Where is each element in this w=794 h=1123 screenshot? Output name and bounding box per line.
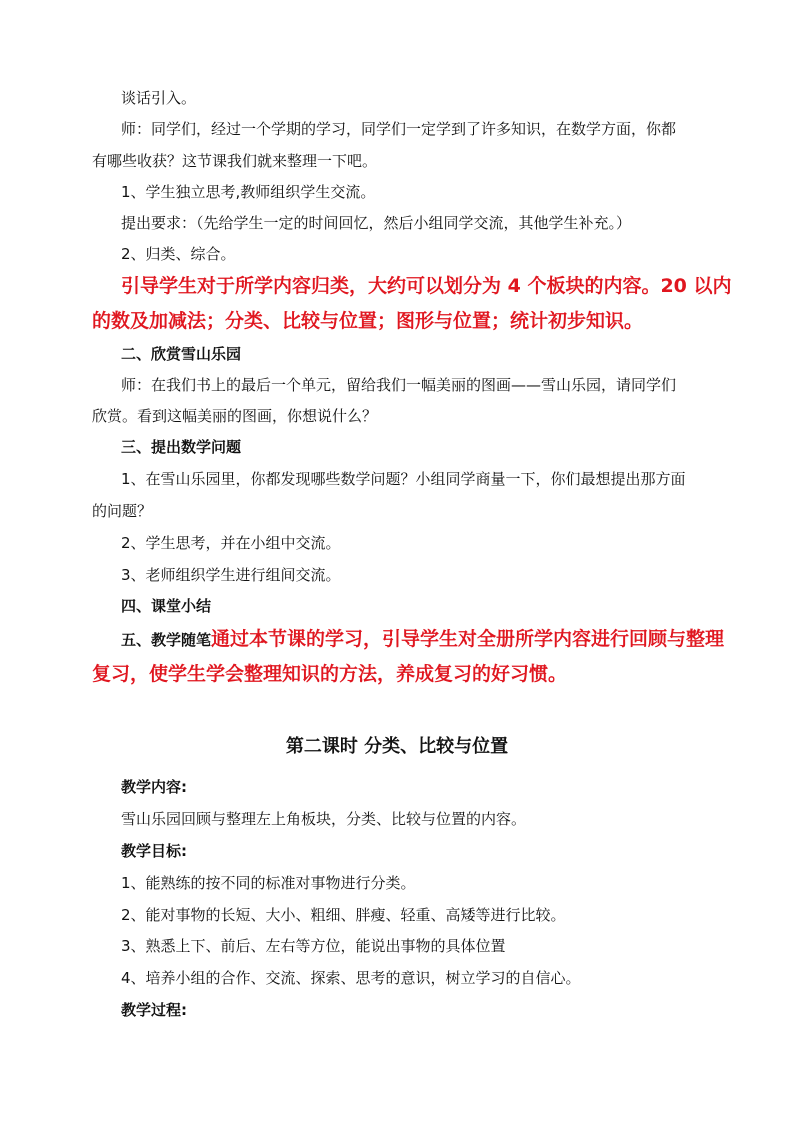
section-5-heading: 五、教学随笔 (121, 631, 212, 649)
teacher-speech-line1: 师：同学们，经过一个学期的学习，同学们一定学到了许多知识，在数学方面，你都 (121, 120, 677, 138)
teaching-content-text: 雪山乐园回顾与整理左上角板块，分类、比较与位置的内容。 (121, 810, 527, 828)
reflection-highlight-line1: 通过本节课的学习，引导学生对全册所学内容进行回顾与整理 (211, 628, 725, 650)
step-2-text: 2、归类、综合。 (121, 245, 236, 263)
step-1-text: 1、学生独立思考,教师组织学生交流。 (121, 183, 376, 201)
reflection-highlight-line2: 复习，使学生学会整理知识的方法，养成复习的好习惯。 (92, 663, 568, 685)
classification-highlight-line1: 引导学生对于所学内容归类，大约可以划分为 4 个板块的内容。20 以内 (121, 275, 732, 297)
lesson-2-title: 第二课时 分类、比较与位置 (285, 736, 509, 757)
teaching-content-label: 教学内容: (121, 778, 187, 796)
classification-highlight-line2: 的数及加减法；分类、比较与位置；图形与位置；统计初步知识。 (92, 310, 644, 332)
teacher-speech-2-line1: 师：在我们书上的最后一个单元，留给我们一幅美丽的图画——雪山乐园，请同学们 (121, 376, 677, 394)
section-3-item-1-line2: 的问题？ (92, 502, 153, 520)
teaching-goals-label: 教学目标: (121, 842, 187, 860)
goal-1: 1、能熟练的按不同的标准对事物进行分类。 (121, 874, 416, 892)
section-2-heading: 二、欣赏雪山乐园 (121, 345, 242, 363)
teacher-speech-2-line2: 欣赏。看到这幅美丽的图画，你想说什么？ (92, 407, 378, 425)
section-3-item-1-line1: 1、在雪山乐园里，你都发现哪些数学问题？小组同学商量一下，你们最想提出那方面 (121, 470, 686, 488)
goal-4: 4、培养小组的合作、交流、探索、思考的意识，树立学习的自信心。 (121, 969, 581, 987)
intro-text: 谈话引入。 (121, 89, 197, 107)
section-5-line1 (121, 626, 724, 653)
requirement-text: 提出要求：（先给学生一定的时间回忆，然后小组同学交流，其他学生补充。） (121, 214, 632, 232)
teacher-speech-line2: 有哪些收获？这节课我们就来整理一下吧。 (92, 152, 378, 170)
section-4-heading: 四、课堂小结 (121, 597, 212, 615)
section-3-heading: 三、提出数学问题 (121, 438, 242, 456)
section-3-item-3: 3、老师组织学生进行组间交流。 (121, 566, 341, 584)
section-3-item-2: 2、学生思考，并在小组中交流。 (121, 534, 341, 552)
teaching-process-label: 教学过程: (121, 1001, 187, 1019)
goal-3: 3、熟悉上下、前后、左右等方位，能说出事物的具体位置 (121, 937, 506, 955)
goal-2: 2、能对事物的长短、大小、粗细、胖瘦、轻重、高矮等进行比较。 (121, 906, 566, 924)
